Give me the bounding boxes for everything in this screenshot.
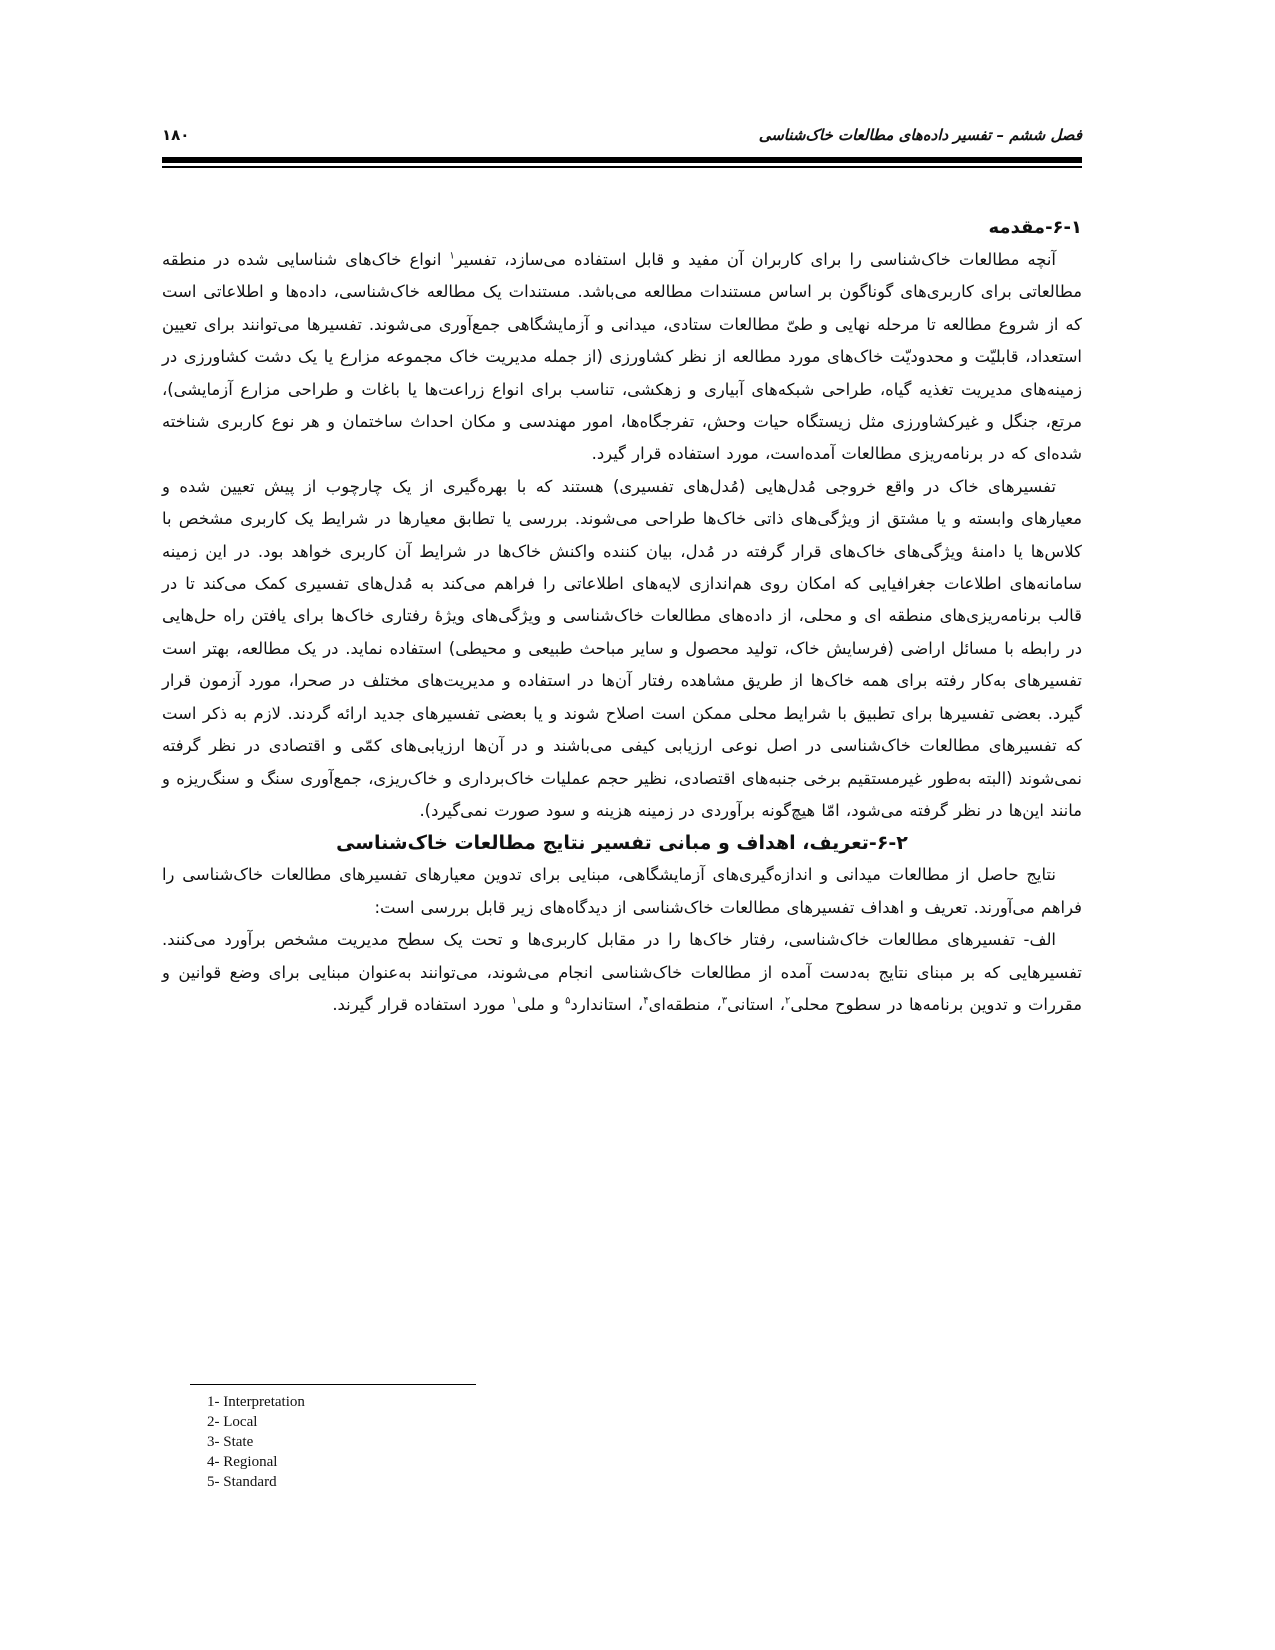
footnote-item: 2- Local	[207, 1414, 258, 1430]
main-content	[162, 212, 1082, 1021]
paragraph-text: ، استاندارد	[570, 994, 644, 1014]
paragraph-definition-1: نتایج حاصل از مطالعات میدانی و اندازه‌گیری‌های آزمایشگاهی، مبنایی برای تدوین معیارهای تفسیرهای مطالعات خاک‌شناسی را فراهم می‌آورند. تعریف و اهداف تفسیرهای مطالعات خاک‌شناسی از دیدگاه‌های زیر قابل بررسی است:	[162, 865, 1082, 917]
footnote-ref: ۱	[511, 995, 517, 1007]
footnote-ref: ۱	[449, 250, 455, 262]
footnotes-list	[207, 1392, 305, 1492]
paragraph-text: الف- تفسیرهای مطالعات خاک‌شناسی، رفتار خاک‌ها را در مقابل کاربری‌ها و تحت یک سطح مدیریت مشخص برآورد می‌کنند. تفسیرهایی که بر مبنای نتایج به‌دست آمده از مطالعات خاک‌شناسی انجام می‌شوند، می‌توانند به‌عنوان مبنایی برای وضع قوانین و مقررات و تدوین برنامه‌ها در سطوح محلی	[162, 930, 1082, 1014]
footnote-item: 1- Interpretation	[207, 1394, 305, 1410]
paragraph-intro-1	[162, 244, 1082, 471]
section-heading-introduction: ۶-۱-مقدمه	[988, 217, 1082, 238]
footnote-item: 4- Regional	[207, 1454, 278, 1470]
chapter-title: فصل ششم – تفسیر داده‌های مطالعات خاک‌شناسی	[758, 126, 1082, 144]
paragraph-text: انواع خاک‌های شناسایی شده در منطقه مطالعاتی برای کاربری‌های گوناگون بر اساس مستندات مطالعه می‌باشد. مستندات یک مطالعه خاک‌شناسی، داده‌ها و اطلاعاتی است که از شروع مطالعه تا مرحله نهایی و طیّ مطالعات ستادی، میدانی و آزمایشگاهی جمع‌آوری می‌شوند. تفسیرها می‌توانند برای تعیین استعداد، قابلیّت و محدودیّت خاک‌های مورد مطالعه از نظر کشاورزی (از جمله مدیریت خاک مجموعه مزارع یا یک دشت کشاورزی در زمینه‌های مدیریت تغذیه گیاه، طراحی شبکه‌های آبیاری و زهکشی، تناسب برای انواع زراعت‌ها یا باغات و طراحی مزارع آزمایشی)، مرتع، جنگل و غیرکشاورزی مثل زیستگاه حیات وحش، تفرجگاه‌ها، امور مهندسی و مکان احداث ساختمان و هر نوع کاربری شناخته شده‌ای که در برنامه‌ریزی مطالعات آمده‌است، مورد استفاده قرار گیرد.	[162, 250, 1082, 464]
footnote-separator	[190, 1384, 476, 1385]
header-rule-thick	[162, 157, 1082, 163]
footnote-item: 3- State	[207, 1434, 254, 1450]
page-number: ۱۸۰	[162, 126, 190, 144]
footnote-ref: ۵	[565, 995, 571, 1007]
footnote-ref: ۳	[721, 995, 728, 1007]
footnote-ref: ۴	[643, 995, 649, 1007]
paragraph-text: ، استانی	[727, 994, 786, 1014]
section-heading-definition: ۶-۲-تعریف، اهداف و مبانی تفسیر نتایج مطالعات خاک‌شناسی	[336, 832, 908, 855]
paragraph-text: ، منطقه‌ای	[648, 994, 722, 1014]
footnote-item: 5- Standard	[207, 1474, 277, 1490]
paragraph-definition-2	[162, 924, 1082, 1021]
running-header	[162, 126, 1082, 152]
paragraph-intro-2: تفسیرهای خاک در واقع خروجی مُدل‌هایی (مُدل‌های تفسیری) هستند که با بهره‌گیری از یک چارچوب از پیش تعیین شده و معیارهای وابسته و یا مشتق از ویژگی‌های ذاتی خاک‌ها طراحی می‌شوند. بررسی یا تطابق معیارها در شرایط یک کاربری مشخص با کلاس‌ها یا دامنهٔ ویژگی‌های خاک‌های قرار گرفته در مُدل، بیان کننده واکنش خاک‌ها در شرایط آن کاربری خواهد بود. در این زمینه سامانه‌های اطلاعات جغرافیایی که امکان روی هم‌اندازی لایه‌های اطلاعاتی را فراهم می‌کند به مُدل‌های تفسیری کمک می‌کند تا در قالب برنامه‌ریزی‌های منطقه ای و محلی، از داده‌های مطالعات خاک‌شناسی و ویژگی‌های ویژهٔ رفتاری خاک‌ها برای یافتن راه حل‌هایی در رابطه با مسائل اراضی (فرسایش خاک، تولید محصول و سایر مباحث طبیعی و محیطی) استفاده نماید. در یک مطالعه، بهتر است تفسیرهای به‌کار رفته برای همه خاک‌ها از طریق مشاهده رفتار آن‌ها در استفاده و مدیریت‌های مختلف در صحرا، مورد آزمون قرار گیرد. بعضی تفسیرها برای تطبیق با شرایط محلی ممکن است اصلاح شوند و یا بعضی تفسیرهای جدید ارائه گردند. لازم به ذکر است که تفسیرهای مطالعات خاک‌شناسی در اصل نوعی ارزیابی کیفی می‌باشند و در آن‌ها ارزیابی‌های کمّی و اقتصادی در نظر گرفته نمی‌شوند (البته به‌طور غیرمستقیم برخی جنبه‌های اقتصادی، نظیر حجم عملیات خاک‌برداری و خاک‌ریزی، جمع‌آوری سنگ و سنگ‌ریزه و مانند این‌ها در نظر گرفته می‌شود، امّا هیچ‌گونه برآوردی در زمینه هزینه و سود صورت نمی‌گیرد).	[162, 476, 1082, 820]
paragraph-text: و ملی	[516, 994, 566, 1014]
paragraph-text: مورد استفاده قرار گیرند.	[332, 994, 512, 1014]
header-rule-thin	[162, 166, 1082, 168]
paragraph-text: آنچه مطالعات خاک‌شناسی را برای کاربران آن مفید و قابل استفاده می‌سازد، تفسیر	[454, 250, 1056, 269]
footnote-ref: ۲	[785, 995, 791, 1007]
